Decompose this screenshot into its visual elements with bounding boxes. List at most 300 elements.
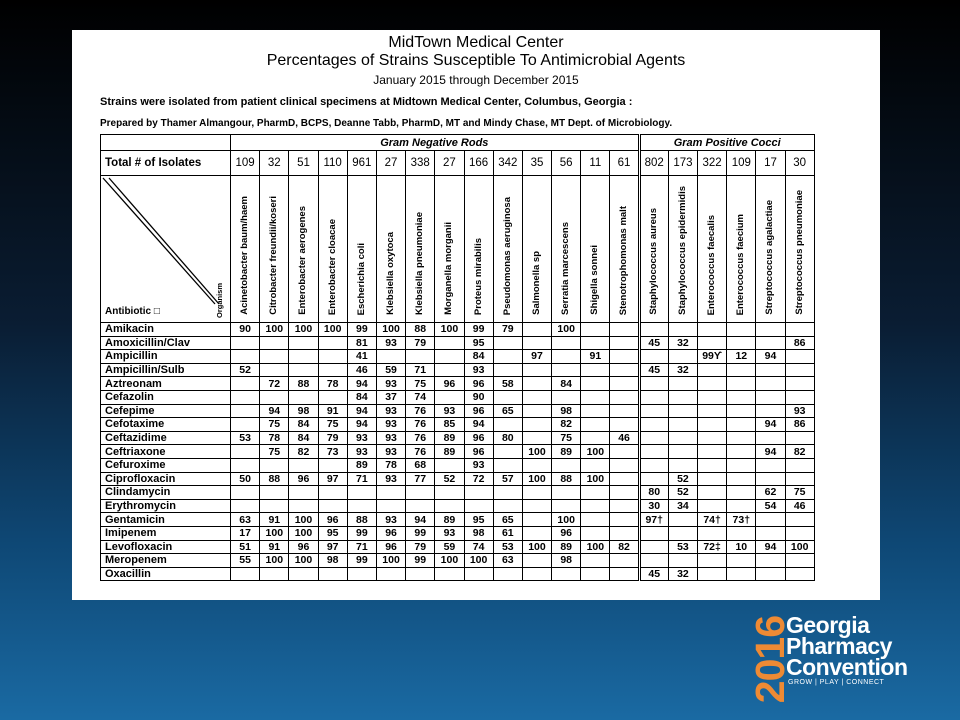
susceptibility-cell xyxy=(610,404,639,418)
antibiotic-name: Amikacin xyxy=(101,323,231,337)
total-isolates-cell: 27 xyxy=(435,151,464,176)
susceptibility-cell xyxy=(552,350,581,364)
susceptibility-cell: 100 xyxy=(435,323,464,337)
organism-name: Enterobacter aerogenes xyxy=(297,206,309,315)
susceptibility-cell xyxy=(318,567,347,581)
susceptibility-cell xyxy=(493,418,522,432)
susceptibility-cell: 95 xyxy=(464,336,493,350)
susceptibility-cell: 71 xyxy=(406,363,435,377)
susceptibility-cell xyxy=(522,390,551,404)
susceptibility-cell: 93 xyxy=(347,445,376,459)
total-isolates-cell: 110 xyxy=(318,151,347,176)
susceptibility-cell xyxy=(260,567,289,581)
susceptibility-cell xyxy=(785,363,814,377)
organism-header-cell xyxy=(376,176,405,323)
susceptibility-cell xyxy=(493,458,522,472)
susceptibility-cell xyxy=(756,363,785,377)
susceptibility-cell xyxy=(698,526,727,540)
susceptibility-cell: 99 xyxy=(464,323,493,337)
antibiotic-name: Ciprofloxacin xyxy=(101,472,231,486)
susceptibility-cell xyxy=(581,526,610,540)
susceptibility-cell: 96 xyxy=(464,404,493,418)
total-isolates-cell: 802 xyxy=(639,151,668,176)
susceptibility-cell: 96 xyxy=(318,513,347,527)
susceptibility-cell: 62 xyxy=(756,486,785,500)
susceptibility-cell: 71 xyxy=(347,540,376,554)
susceptibility-cell xyxy=(668,404,697,418)
susceptibility-cell: 100 xyxy=(260,554,289,568)
susceptibility-cell xyxy=(581,390,610,404)
susceptibility-cell: 32 xyxy=(668,336,697,350)
susceptibility-cell: 45 xyxy=(639,567,668,581)
susceptibility-cell xyxy=(260,390,289,404)
susceptibility-cell xyxy=(668,350,697,364)
susceptibility-cell: 100 xyxy=(376,554,405,568)
susceptibility-cell xyxy=(668,526,697,540)
susceptibility-cell xyxy=(260,499,289,513)
susceptibility-cell xyxy=(785,513,814,527)
total-isolates-cell: 17 xyxy=(756,151,785,176)
total-isolates-cell: 961 xyxy=(347,151,376,176)
susceptibility-cell: 93 xyxy=(347,431,376,445)
susceptibility-cell: 99 xyxy=(347,526,376,540)
susceptibility-cell xyxy=(639,472,668,486)
susceptibility-cell: 100 xyxy=(522,445,551,459)
antibiotic-row xyxy=(101,323,815,337)
antibiotic-name: Aztreonam xyxy=(101,377,231,391)
susceptibility-cell xyxy=(698,567,727,581)
susceptibility-cell: 68 xyxy=(406,458,435,472)
total-isolates-cell: 27 xyxy=(376,151,405,176)
antibiotic-name: Amoxicillin/Clav xyxy=(101,336,231,350)
susceptibility-cell: 73† xyxy=(727,513,756,527)
susceptibility-cell xyxy=(610,513,639,527)
organism-header-cell xyxy=(289,176,318,323)
susceptibility-cell: 45 xyxy=(639,336,668,350)
susceptibility-cell: 52 xyxy=(668,486,697,500)
susceptibility-cell xyxy=(756,431,785,445)
susceptibility-cell: 89 xyxy=(552,540,581,554)
susceptibility-cell: 41 xyxy=(347,350,376,364)
susceptibility-cell xyxy=(610,567,639,581)
susceptibility-cell xyxy=(727,431,756,445)
susceptibility-cell xyxy=(610,458,639,472)
susceptibility-cell xyxy=(522,486,551,500)
susceptibility-cell xyxy=(698,445,727,459)
antibiotic-name: Ampicillin/Sulb xyxy=(101,363,231,377)
susceptibility-cell xyxy=(610,323,639,337)
susceptibility-cell xyxy=(756,513,785,527)
susceptibility-cell xyxy=(522,363,551,377)
total-isolates-cell: 109 xyxy=(231,151,260,176)
susceptibility-cell: 65 xyxy=(493,404,522,418)
susceptibility-cell xyxy=(522,323,551,337)
organism-header-cell xyxy=(756,176,785,323)
susceptibility-cell xyxy=(668,431,697,445)
susceptibility-cell xyxy=(756,336,785,350)
susceptibility-cell xyxy=(347,499,376,513)
susceptibility-cell: 89 xyxy=(347,458,376,472)
susceptibility-cell xyxy=(435,350,464,364)
susceptibility-cell xyxy=(610,390,639,404)
antibiotic-row xyxy=(101,567,815,581)
susceptibility-cell xyxy=(639,418,668,432)
total-isolates-cell: 61 xyxy=(610,151,639,176)
susceptibility-cell: 96 xyxy=(464,431,493,445)
antibiotic-name: Gentamicin xyxy=(101,513,231,527)
susceptibility-cell: 51 xyxy=(231,540,260,554)
susceptibility-cell xyxy=(756,323,785,337)
total-isolates-cell: 166 xyxy=(464,151,493,176)
antibiotic-row xyxy=(101,431,815,445)
antibiotic-name: Ampicillin xyxy=(101,350,231,364)
organism-corner-label: Organism xyxy=(215,282,224,318)
organism-header-cell xyxy=(260,176,289,323)
susceptibility-cell xyxy=(231,390,260,404)
susceptibility-cell xyxy=(727,499,756,513)
susceptibility-cell: 96 xyxy=(376,526,405,540)
report-period: January 2015 through December 2015 xyxy=(373,73,579,87)
antibiotic-row xyxy=(101,363,815,377)
susceptibility-cell xyxy=(406,499,435,513)
susceptibility-cell: 82 xyxy=(785,445,814,459)
susceptibility-cell xyxy=(727,486,756,500)
susceptibility-cell: 93 xyxy=(376,404,405,418)
susceptibility-cell: 94 xyxy=(347,418,376,432)
document-title: MidTown Medical Center xyxy=(388,34,564,51)
antibiotic-row xyxy=(101,458,815,472)
susceptibility-cell xyxy=(289,486,318,500)
susceptibility-cell xyxy=(698,499,727,513)
susceptibility-cell: 93 xyxy=(376,377,405,391)
susceptibility-cell: 94 xyxy=(260,404,289,418)
susceptibility-cell xyxy=(289,336,318,350)
susceptibility-cell xyxy=(698,431,727,445)
group-gram-positive: Gram Positive Cocci xyxy=(639,135,814,151)
susceptibility-cell xyxy=(698,404,727,418)
susceptibility-cell: 10 xyxy=(727,540,756,554)
total-isolates-label: Total # of Isolates xyxy=(101,151,231,176)
susceptibility-cell: 74 xyxy=(464,540,493,554)
susceptibility-cell xyxy=(552,336,581,350)
susceptibility-cell: 30 xyxy=(639,499,668,513)
susceptibility-cell xyxy=(260,486,289,500)
organism-name: Enterococcus faecalis xyxy=(706,214,718,315)
susceptibility-cell xyxy=(668,458,697,472)
antibiotic-corner-label: Antibiotic □ xyxy=(105,306,160,317)
susceptibility-cell xyxy=(406,567,435,581)
susceptibility-cell: 93 xyxy=(376,431,405,445)
susceptibility-cell: 100 xyxy=(522,472,551,486)
organism-header-cell xyxy=(639,176,668,323)
susceptibility-cell xyxy=(610,445,639,459)
susceptibility-cell xyxy=(756,390,785,404)
susceptibility-cell: 84 xyxy=(552,377,581,391)
antibiotic-row xyxy=(101,377,815,391)
susceptibility-cell: 85 xyxy=(435,418,464,432)
organism-name: Stenotrophomonas malt xyxy=(618,205,630,315)
susceptibility-cell xyxy=(756,377,785,391)
susceptibility-cell xyxy=(493,350,522,364)
susceptibility-cell xyxy=(639,540,668,554)
susceptibility-cell: 78 xyxy=(318,377,347,391)
total-isolates-cell: 56 xyxy=(552,151,581,176)
susceptibility-cell: 93 xyxy=(376,445,405,459)
susceptibility-cell: 53 xyxy=(231,431,260,445)
susceptibility-cell xyxy=(435,486,464,500)
organism-name: Salmonella sp xyxy=(530,251,542,315)
diagonal-line xyxy=(109,178,219,304)
susceptibility-cell: 93 xyxy=(376,513,405,527)
susceptibility-cell: 99 xyxy=(347,323,376,337)
susceptibility-cell xyxy=(727,458,756,472)
susceptibility-cell: 94 xyxy=(347,377,376,391)
susceptibility-cell: 80 xyxy=(639,486,668,500)
susceptibility-cell xyxy=(552,567,581,581)
susceptibility-cell xyxy=(727,554,756,568)
organism-header-cell xyxy=(698,176,727,323)
susceptibility-cell: 82 xyxy=(610,540,639,554)
susceptibility-cell: 100 xyxy=(289,526,318,540)
susceptibility-cell: 84 xyxy=(464,350,493,364)
susceptibility-cell xyxy=(639,350,668,364)
susceptibility-cell: 96 xyxy=(435,377,464,391)
susceptibility-cell xyxy=(668,513,697,527)
susceptibility-cell xyxy=(231,445,260,459)
organism-header-cell xyxy=(464,176,493,323)
susceptibility-cell xyxy=(785,431,814,445)
susceptibility-cell: 65 xyxy=(493,513,522,527)
susceptibility-cell xyxy=(756,554,785,568)
susceptibility-cell xyxy=(581,431,610,445)
susceptibility-cell xyxy=(756,404,785,418)
susceptibility-cell: 52 xyxy=(231,363,260,377)
susceptibility-cell: 91 xyxy=(260,540,289,554)
susceptibility-cell xyxy=(318,336,347,350)
susceptibility-cell xyxy=(493,336,522,350)
susceptibility-cell xyxy=(639,526,668,540)
susceptibility-cell: 75 xyxy=(552,431,581,445)
susceptibility-cell xyxy=(581,486,610,500)
susceptibility-cell xyxy=(522,567,551,581)
total-isolates-cell: 342 xyxy=(493,151,522,176)
susceptibility-cell xyxy=(522,554,551,568)
susceptibility-cell xyxy=(698,486,727,500)
diagonal-line xyxy=(103,178,215,304)
susceptibility-cell: 93 xyxy=(376,472,405,486)
susceptibility-cell xyxy=(785,390,814,404)
susceptibility-cell xyxy=(639,323,668,337)
susceptibility-cell xyxy=(727,404,756,418)
susceptibility-cell xyxy=(522,513,551,527)
susceptibility-cell: 78 xyxy=(376,458,405,472)
susceptibility-cell: 32 xyxy=(668,363,697,377)
susceptibility-cell xyxy=(376,499,405,513)
organism-name: Shigella sonnei xyxy=(589,245,601,315)
susceptibility-cell xyxy=(668,445,697,459)
susceptibility-cell xyxy=(493,390,522,404)
susceptibility-cell: 63 xyxy=(493,554,522,568)
susceptibility-cell xyxy=(610,472,639,486)
logo-line-georgia: Georgia xyxy=(786,612,870,638)
antibiotic-row xyxy=(101,350,815,364)
susceptibility-cell xyxy=(231,499,260,513)
susceptibility-cell: 95 xyxy=(464,513,493,527)
susceptibility-cell xyxy=(581,336,610,350)
susceptibility-cell xyxy=(318,458,347,472)
susceptibility-cell: 79 xyxy=(493,323,522,337)
susceptibility-cell xyxy=(610,526,639,540)
susceptibility-cell: 53 xyxy=(493,540,522,554)
susceptibility-cell xyxy=(289,499,318,513)
susceptibility-cell: 73 xyxy=(318,445,347,459)
organism-name: Staphylococcus epidermidis xyxy=(676,186,688,315)
total-isolates-cell: 30 xyxy=(785,151,814,176)
susceptibility-cell: 100 xyxy=(318,323,347,337)
susceptibility-cell: 76 xyxy=(406,404,435,418)
susceptibility-cell xyxy=(522,499,551,513)
susceptibility-cell: 96 xyxy=(376,540,405,554)
total-isolates-cell: 109 xyxy=(727,151,756,176)
organism-header-cell xyxy=(522,176,551,323)
total-isolates-cell: 35 xyxy=(522,151,551,176)
susceptibility-cell: 89 xyxy=(435,431,464,445)
organism-header-cell xyxy=(347,176,376,323)
susceptibility-cell xyxy=(231,418,260,432)
susceptibility-cell xyxy=(260,363,289,377)
susceptibility-cell: 46 xyxy=(785,499,814,513)
total-isolates-cell: 338 xyxy=(406,151,435,176)
susceptibility-cell: 98 xyxy=(464,526,493,540)
susceptibility-cell: 100 xyxy=(552,323,581,337)
susceptibility-cell xyxy=(376,567,405,581)
organism-header-cell xyxy=(581,176,610,323)
susceptibility-cell xyxy=(522,431,551,445)
susceptibility-cell: 99 xyxy=(406,526,435,540)
susceptibility-table xyxy=(100,134,815,581)
susceptibility-cell xyxy=(727,526,756,540)
susceptibility-cell xyxy=(522,418,551,432)
susceptibility-cell: 96 xyxy=(464,445,493,459)
susceptibility-cell: 100 xyxy=(581,445,610,459)
susceptibility-cell: 54 xyxy=(756,499,785,513)
antibiotic-name: Cefuroxime xyxy=(101,458,231,472)
susceptibility-cell xyxy=(610,363,639,377)
susceptibility-cell: 88 xyxy=(260,472,289,486)
susceptibility-cell: 93 xyxy=(435,526,464,540)
susceptibility-cell: 94 xyxy=(756,540,785,554)
susceptibility-cell xyxy=(522,336,551,350)
susceptibility-cell xyxy=(231,458,260,472)
susceptibility-cell: 52 xyxy=(668,472,697,486)
susceptibility-cell: 98 xyxy=(552,404,581,418)
susceptibility-cell: 77 xyxy=(406,472,435,486)
antibiotic-row xyxy=(101,445,815,459)
antibiotic-name: Imipenem xyxy=(101,526,231,540)
organism-header-cell xyxy=(406,176,435,323)
susceptibility-cell: 88 xyxy=(406,323,435,337)
susceptibility-cell xyxy=(785,458,814,472)
susceptibility-cell: 82 xyxy=(289,445,318,459)
antibiotic-name: Cefepime xyxy=(101,404,231,418)
susceptibility-cell: 50 xyxy=(231,472,260,486)
susceptibility-cell xyxy=(522,458,551,472)
organism-header-cell xyxy=(435,176,464,323)
susceptibility-cell xyxy=(347,486,376,500)
susceptibility-cell xyxy=(522,377,551,391)
antibiotic-name: Levofloxacin xyxy=(101,540,231,554)
susceptibility-cell: 100 xyxy=(581,540,610,554)
susceptibility-cell: 100 xyxy=(522,540,551,554)
susceptibility-cell xyxy=(318,390,347,404)
susceptibility-cell xyxy=(522,526,551,540)
susceptibility-cell: 94 xyxy=(406,513,435,527)
susceptibility-cell xyxy=(785,472,814,486)
susceptibility-cell: 52 xyxy=(435,472,464,486)
susceptibility-cell: 12 xyxy=(727,350,756,364)
susceptibility-cell xyxy=(347,567,376,581)
susceptibility-cell xyxy=(756,458,785,472)
organism-name: Acinetobacter baum/haem xyxy=(239,196,251,315)
antibiotic-name: Ceftriaxone xyxy=(101,445,231,459)
susceptibility-cell xyxy=(231,350,260,364)
susceptibility-cell: 98 xyxy=(289,404,318,418)
susceptibility-document xyxy=(72,30,880,600)
organism-header-cell xyxy=(610,176,639,323)
susceptibility-cell: 46 xyxy=(610,431,639,445)
susceptibility-cell xyxy=(756,526,785,540)
susceptibility-cell: 94 xyxy=(756,418,785,432)
organism-header-row xyxy=(101,176,815,323)
susceptibility-cell xyxy=(435,567,464,581)
susceptibility-cell: 93 xyxy=(376,336,405,350)
susceptibility-cell: 74† xyxy=(698,513,727,527)
susceptibility-cell: 97 xyxy=(318,540,347,554)
susceptibility-cell xyxy=(639,377,668,391)
total-isolates-cell: 322 xyxy=(698,151,727,176)
susceptibility-cell: 99ϒ xyxy=(698,350,727,364)
logo-tagline: GROW | PLAY | CONNECT xyxy=(788,679,885,686)
susceptibility-cell: 100 xyxy=(464,554,493,568)
susceptibility-cell xyxy=(785,554,814,568)
susceptibility-cell xyxy=(435,363,464,377)
susceptibility-cell xyxy=(756,472,785,486)
susceptibility-cell: 100 xyxy=(435,554,464,568)
susceptibility-cell: 72‡ xyxy=(698,540,727,554)
susceptibility-cell: 75 xyxy=(260,445,289,459)
corner-diagonal xyxy=(101,176,230,322)
organism-name: Klebsiella oxytoca xyxy=(385,232,397,315)
susceptibility-cell xyxy=(406,350,435,364)
susceptibility-cell xyxy=(610,336,639,350)
organism-name: Klebsiella pneumoniae xyxy=(414,212,426,315)
susceptibility-cell xyxy=(289,458,318,472)
logo-line-convention: Convention xyxy=(786,654,908,680)
organism-name: Morganella morganii xyxy=(443,222,455,315)
susceptibility-cell: 34 xyxy=(668,499,697,513)
susceptibility-cell xyxy=(581,404,610,418)
susceptibility-cell xyxy=(581,458,610,472)
antibiotic-row xyxy=(101,540,815,554)
susceptibility-cell xyxy=(260,336,289,350)
antibiotic-row xyxy=(101,499,815,513)
susceptibility-cell: 93 xyxy=(435,404,464,418)
susceptibility-cell: 100 xyxy=(376,323,405,337)
susceptibility-cell xyxy=(698,363,727,377)
susceptibility-cell: 89 xyxy=(435,513,464,527)
susceptibility-cell xyxy=(289,363,318,377)
organism-header-cell xyxy=(318,176,347,323)
